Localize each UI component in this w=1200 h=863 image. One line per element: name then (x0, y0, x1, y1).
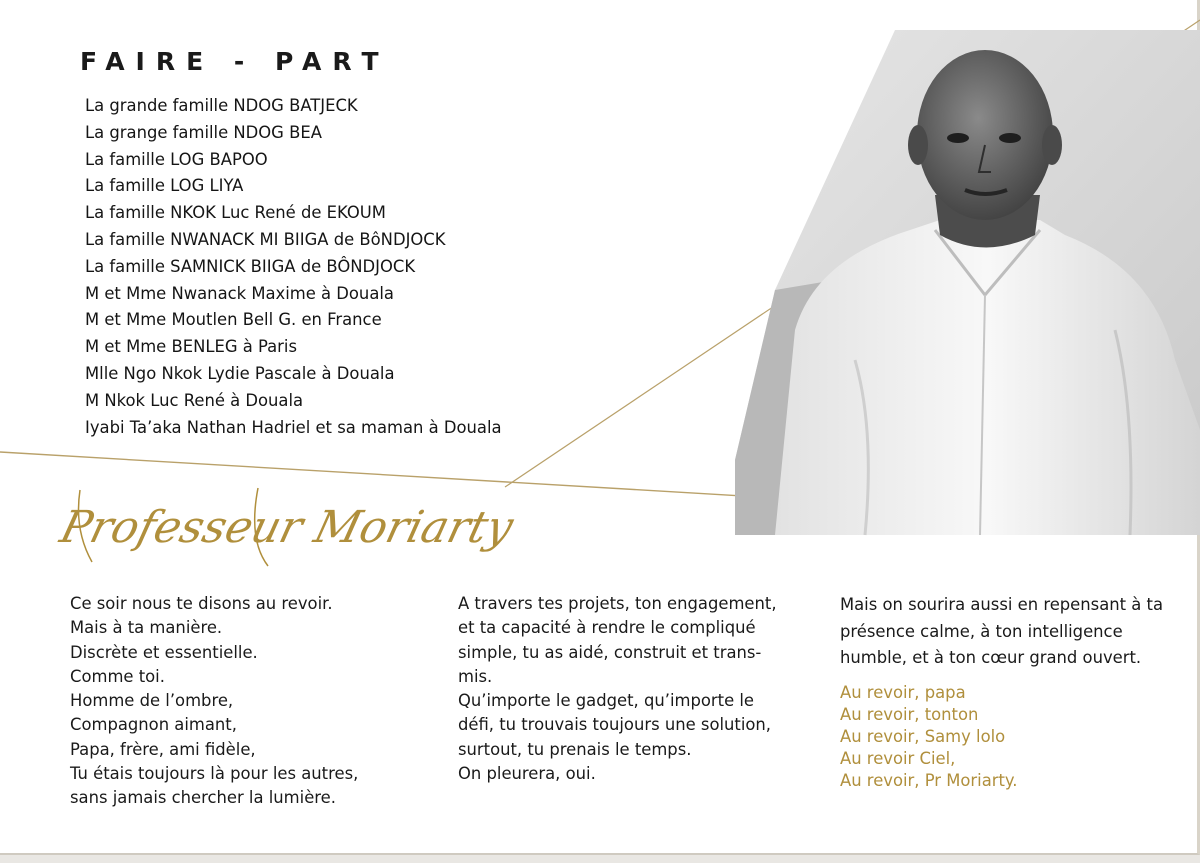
tribute-line: présence calme, à ton intelligence (840, 621, 1123, 641)
tribute-line: Mais on sourira aussi en repensant à ta (840, 595, 1163, 614)
tribute-line: Comme toi. (70, 666, 165, 686)
list-item: La famille SAMNICK BIIGA de BÔNDJOCK (85, 256, 416, 276)
list-item: M et Mme Nwanack Maxime à Douala (85, 283, 394, 303)
tribute-line: Compagnon aimant, (70, 715, 237, 735)
tribute-line: Tu étais toujours là pour les autres, (70, 764, 359, 784)
tribute-column-left (70, 592, 358, 811)
tribute-line: On pleurera, oui. (458, 764, 596, 784)
farewell-line: Au revoir, papa (840, 682, 966, 702)
list-item: Mlle Ngo Nkok Lydie Pascale à Douala (85, 363, 395, 383)
tribute-line: surtout, tu prenais le temps. (458, 739, 692, 759)
list-item: La famille LOG LIYA (85, 176, 244, 196)
tribute-column-right (840, 592, 1163, 793)
farewell-line: Au revoir, Pr Moriarty. (840, 771, 1018, 791)
tribute-line: Discrète et essentielle. (70, 642, 258, 662)
tribute-line: humble, et à ton cœur grand ouvert. (840, 648, 1142, 667)
tribute-line: Ce soir nous te disons au revoir. (70, 594, 333, 613)
list-item: M et Mme Moutlen Bell G. en France (85, 310, 382, 330)
tribute-line: Homme de l’ombre, (70, 691, 234, 711)
farewell-line: Au revoir, tonton (840, 704, 979, 724)
tribute-line: Qu’importe le gadget, qu’importe le (458, 691, 754, 711)
farewell-list (840, 682, 1163, 793)
list-item: La famille NKOK Luc René de EKOUM (85, 203, 386, 223)
tribute-line: sans jamais chercher la lumière. (70, 788, 336, 808)
tribute-line: défi, tu trouvais toujours une solution, (458, 715, 772, 735)
list-item: La famille LOG BAPOO (85, 149, 268, 169)
farewell-line: Au revoir, Samy lolo (840, 726, 1006, 746)
list-item: M Nkok Luc René à Douala (85, 390, 304, 410)
tribute-line: Papa, frère, ami fidèle, (70, 739, 256, 759)
portrait-photo (735, 30, 1200, 535)
signature-professeur-moriarty (55, 470, 519, 570)
tribute-line: simple, tu as aidé, construit et trans- (458, 642, 762, 662)
page-title: FAIRE - PART (80, 47, 390, 76)
family-list (85, 93, 502, 441)
tribute-line: Mais à ta manière. (70, 618, 223, 638)
list-item: Iyabi Ta’aka Nathan Hadriel et sa maman à Douala (85, 417, 502, 437)
farewell-line: Au revoir Ciel, (840, 749, 956, 769)
tribute-line: et ta capacité à rendre le compliqué (458, 618, 756, 638)
list-item: La grange famille NDOG BEA (85, 122, 322, 142)
tribute-paragraph (840, 592, 1163, 672)
page-bottom-edge (0, 855, 1200, 863)
list-item: M et Mme BENLEG à Paris (85, 337, 298, 357)
tribute-column-middle (458, 592, 777, 786)
tribute-line: mis. (458, 666, 493, 686)
list-item: La grande famille NDOG BATJECK (85, 96, 358, 115)
tribute-line: A travers tes projets, ton engagement, (458, 594, 777, 613)
list-item: La famille NWANACK MI BIIGA de BôNDJOCK (85, 229, 446, 249)
svg-text:Professeur Moriarty: Professeur Moriarty (55, 501, 519, 553)
